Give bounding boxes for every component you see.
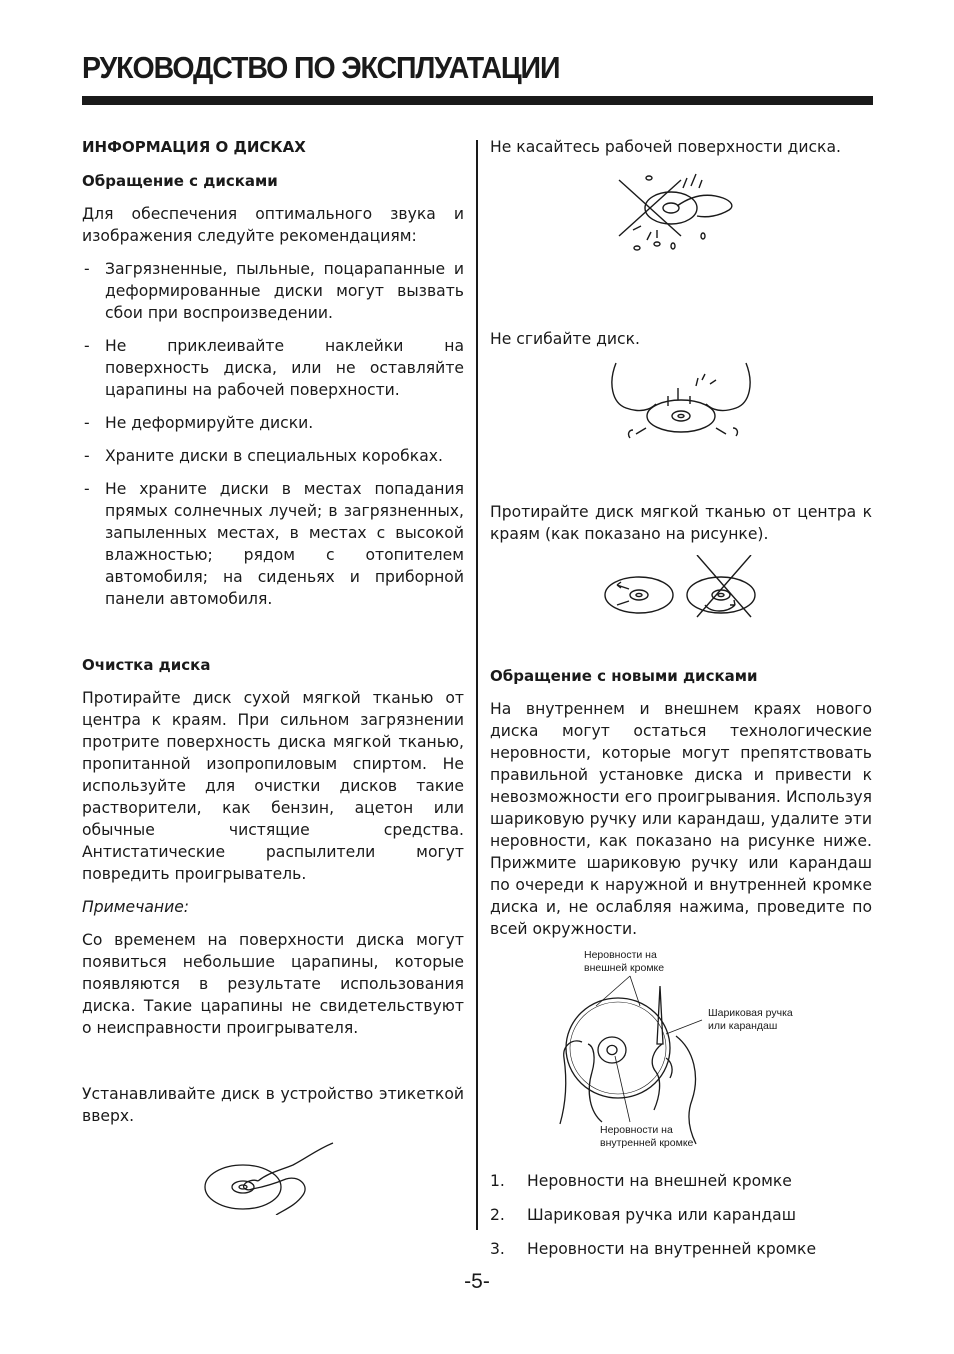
page-number: -5- <box>464 1270 490 1293</box>
label-pen-2: или карандаш <box>708 1020 778 1032</box>
list-item: - Не приклеивайте наклейки на поверхность диска, или не оставляйте царапины на рабочей поверхности. <box>82 335 464 401</box>
label-inner-edge-1: Неровности на <box>600 1124 673 1136</box>
intro-text: Для обеспечения оптимального звука и изображения следуйте рекомендациям: <box>82 205 464 245</box>
list-item <box>490 1204 872 1226</box>
no-bend-illustration <box>606 358 756 453</box>
header-rule <box>82 96 873 105</box>
insert-disc-illustration <box>198 1135 348 1215</box>
wipe-illustration <box>601 555 761 619</box>
list-number: 3. <box>490 1240 505 1258</box>
burr-removal-figure <box>490 946 872 1158</box>
list-text: Неровности на внутренней кромке <box>527 1240 817 1258</box>
no-bend-text: Не сгибайте диск. <box>490 330 640 348</box>
new-discs-title: Обращение с новыми дисками <box>490 667 758 685</box>
note-text: Со временем на поверхности диска могут появиться небольшие царапины, которые появляются в результате использования диска. Такие царапины не свидетельствуют о неисправности проигрывателя. <box>82 931 464 1037</box>
new-discs-text: На внутреннем и внешнем краях нового диска могут остаться технологические неровности, которые могут препятствовать правильной установке диска и привести к невозможности его проигрывания. Используя шариковую ручку или карандаш, удалите эти неровности, как показано на рисунке ниже. Прижмите шариковую ручку или карандаш по очереди к наружной и внутренней кромке диска и, не ослабляя нажима, проведите по всей окружности. <box>490 700 872 938</box>
list-item <box>490 1238 872 1260</box>
label-pen-1: Шариковая ручка <box>708 1007 793 1019</box>
cleaning-text: Протирайте диск сухой мягкой тканью от центра к краям. При сильном загрязнении протрите поверхность диска мягкой тканью, пропитанной изопропиловым спиртом. Не используйте для очистки дисков такие растворители, как бензин, ацетон или обычные чистящие средства. Антистатические распылители могут повредить проигрыватель. <box>82 689 464 883</box>
list-text: Шариковая ручка или карандаш <box>527 1206 796 1224</box>
handling-list <box>82 258 464 610</box>
label-outer-edge-2: внешней кромке <box>584 962 665 974</box>
label-outer-edge-1: Неровности на <box>584 949 657 961</box>
list-number: 1. <box>490 1172 505 1190</box>
page-title: РУКОВОДСТВО ПО ЭКСПЛУАТАЦИИ <box>82 50 560 85</box>
no-touch-text: Не касайтесь рабочей поверхности диска. <box>490 138 841 156</box>
left-column <box>82 136 464 1215</box>
cleaning-title: Очистка диска <box>82 656 211 674</box>
section-title: ИНФОРМАЦИЯ О ДИСКАХ <box>82 138 306 156</box>
list-item: - Храните диски в специальных коробках. <box>82 445 464 467</box>
handling-title: Обращение с дисками <box>82 172 278 190</box>
wipe-text: Протирайте диск мягкой тканью от центра к краям (как показано на рисунке). <box>490 503 872 543</box>
list-item: - Загрязненные, пыльные, поцарапанные и деформированные диски могут вызвать сбои при воспроизведении. <box>82 258 464 324</box>
burr-legend-list <box>490 1170 872 1260</box>
note-label: Примечание: <box>82 898 190 916</box>
no-touch-illustration <box>611 166 751 266</box>
list-number: 2. <box>490 1206 505 1224</box>
right-column <box>490 136 872 1272</box>
list-item <box>490 1170 872 1192</box>
column-divider <box>476 140 478 1230</box>
label-inner-edge-2: внутренней кромке <box>600 1137 694 1149</box>
list-item: - Не храните диски в местах попадания прямых солнечных лучей; в загрязненных, запыленных местах, в местах с высокой влажностью; рядом с отопителем автомобиля; на сиденьях и приборной панели автомобиля. <box>82 478 464 610</box>
insert-text: Устанавливайте диск в устройство этикеткой вверх. <box>82 1085 464 1125</box>
list-item: - Не деформируйте диски. <box>82 412 464 434</box>
list-text: Неровности на внешней кромке <box>527 1172 792 1190</box>
